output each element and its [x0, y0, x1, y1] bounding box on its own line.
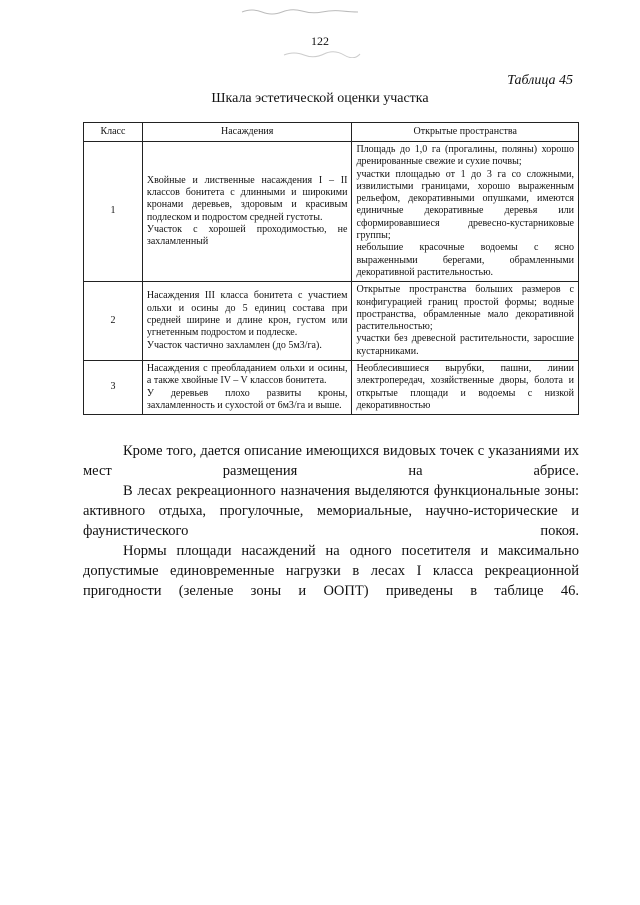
open-spaces-cell	[352, 142, 579, 282]
open-spaces-cell	[352, 361, 579, 415]
table-row	[84, 282, 579, 361]
table-row	[84, 361, 579, 415]
body-text	[83, 441, 579, 601]
plantings-cell	[142, 142, 352, 282]
cell-paragraph: У деревьев плохо развиты кроны, захламленность и сухостой от 6м3/га и выше.	[146, 387, 348, 411]
cell-paragraph: участки площадью от 1 до 3 га со сложными, извилистыми границами, хорошо выраженным рельефом, декоративными опушками, имеются единичные декоративные деревья или сформировавшиеся древесно-кустарниковые группы;	[356, 168, 574, 242]
plantings-cell	[142, 282, 352, 361]
cell-paragraph: Насаждения с преобладанием ольхи и осины, а также хвойные IV – V классов бонитета.	[146, 363, 348, 387]
cell-paragraph: Участок с хорошей проходимостью, не захламленный	[146, 223, 348, 248]
cell-paragraph: небольшие красочные водоемы с ясно выраженными берегами, обрамленными декоративной растительностью.	[356, 242, 574, 278]
class-cell: 3	[84, 361, 143, 415]
table-title: Шкала эстетической оценки участка	[211, 91, 429, 106]
column-header: Насаждения	[142, 123, 352, 142]
cell-paragraph: участки без древесной растительности, заросшие кустарниками.	[356, 333, 574, 357]
cell-paragraph: Открытые пространства больших размеров с конфигурацией границ простой формы; водные пространства, обрамленные мало декоративной растительностью;	[356, 284, 574, 333]
column-header: Класс	[84, 123, 143, 142]
body-paragraph: В лесах рекреационного назначения выделяются функциональные зоны: активного отдыха, прогулочные, мемориальные, научно-исторические и фаунистического покоя.	[83, 483, 579, 539]
scan-artifact-mark	[282, 50, 362, 58]
body-paragraph: Кроме того, дается описание имеющихся видовых точек с указаниями их мест размещения на абрисе.	[83, 443, 579, 479]
table-row	[84, 142, 579, 282]
table-header-row	[84, 123, 579, 142]
page-number: 122	[311, 34, 329, 48]
plantings-cell	[142, 361, 352, 415]
open-spaces-cell	[352, 282, 579, 361]
scan-artifact-mark	[240, 6, 360, 16]
class-cell: 2	[84, 282, 143, 361]
class-cell: 1	[84, 142, 143, 282]
table-label: Таблица 45	[507, 73, 573, 88]
body-paragraph: Нормы площади насаждений на одного посетителя и максимально допустимые единовременные нагрузки в лесах I класса рекреационной пригодности (зеленые зоны и ООПТ) приведены в таблице 46.	[83, 543, 579, 599]
cell-paragraph: Хвойные и лиственные насаждения I – II классов бонитета с длинными и широкими кронами деревьев, здоровым и красивым подлеском и подростом средней густоты.	[146, 174, 348, 223]
cell-paragraph: Необлесившиеся вырубки, пашни, линии электропередач, хозяйственные дворы, болота и открытые площади и водоемы с низкой декоративностью	[356, 363, 574, 411]
column-header: Открытые пространства	[352, 123, 579, 142]
cell-paragraph: Участок частично захламлен (до 5м3/га).	[146, 339, 322, 351]
cell-paragraph: Площадь до 1,0 га (прогалины, поляны) хорошо дренированные свежие и сухие почвы;	[356, 144, 574, 168]
aesthetic-assessment-table	[83, 122, 579, 415]
cell-paragraph: Насаждения III класса бонитета с участием ольхи и осины до 5 единиц состава при средней ширине и длине крон, густом или угнетенным подростом и подлеске.	[146, 290, 348, 339]
